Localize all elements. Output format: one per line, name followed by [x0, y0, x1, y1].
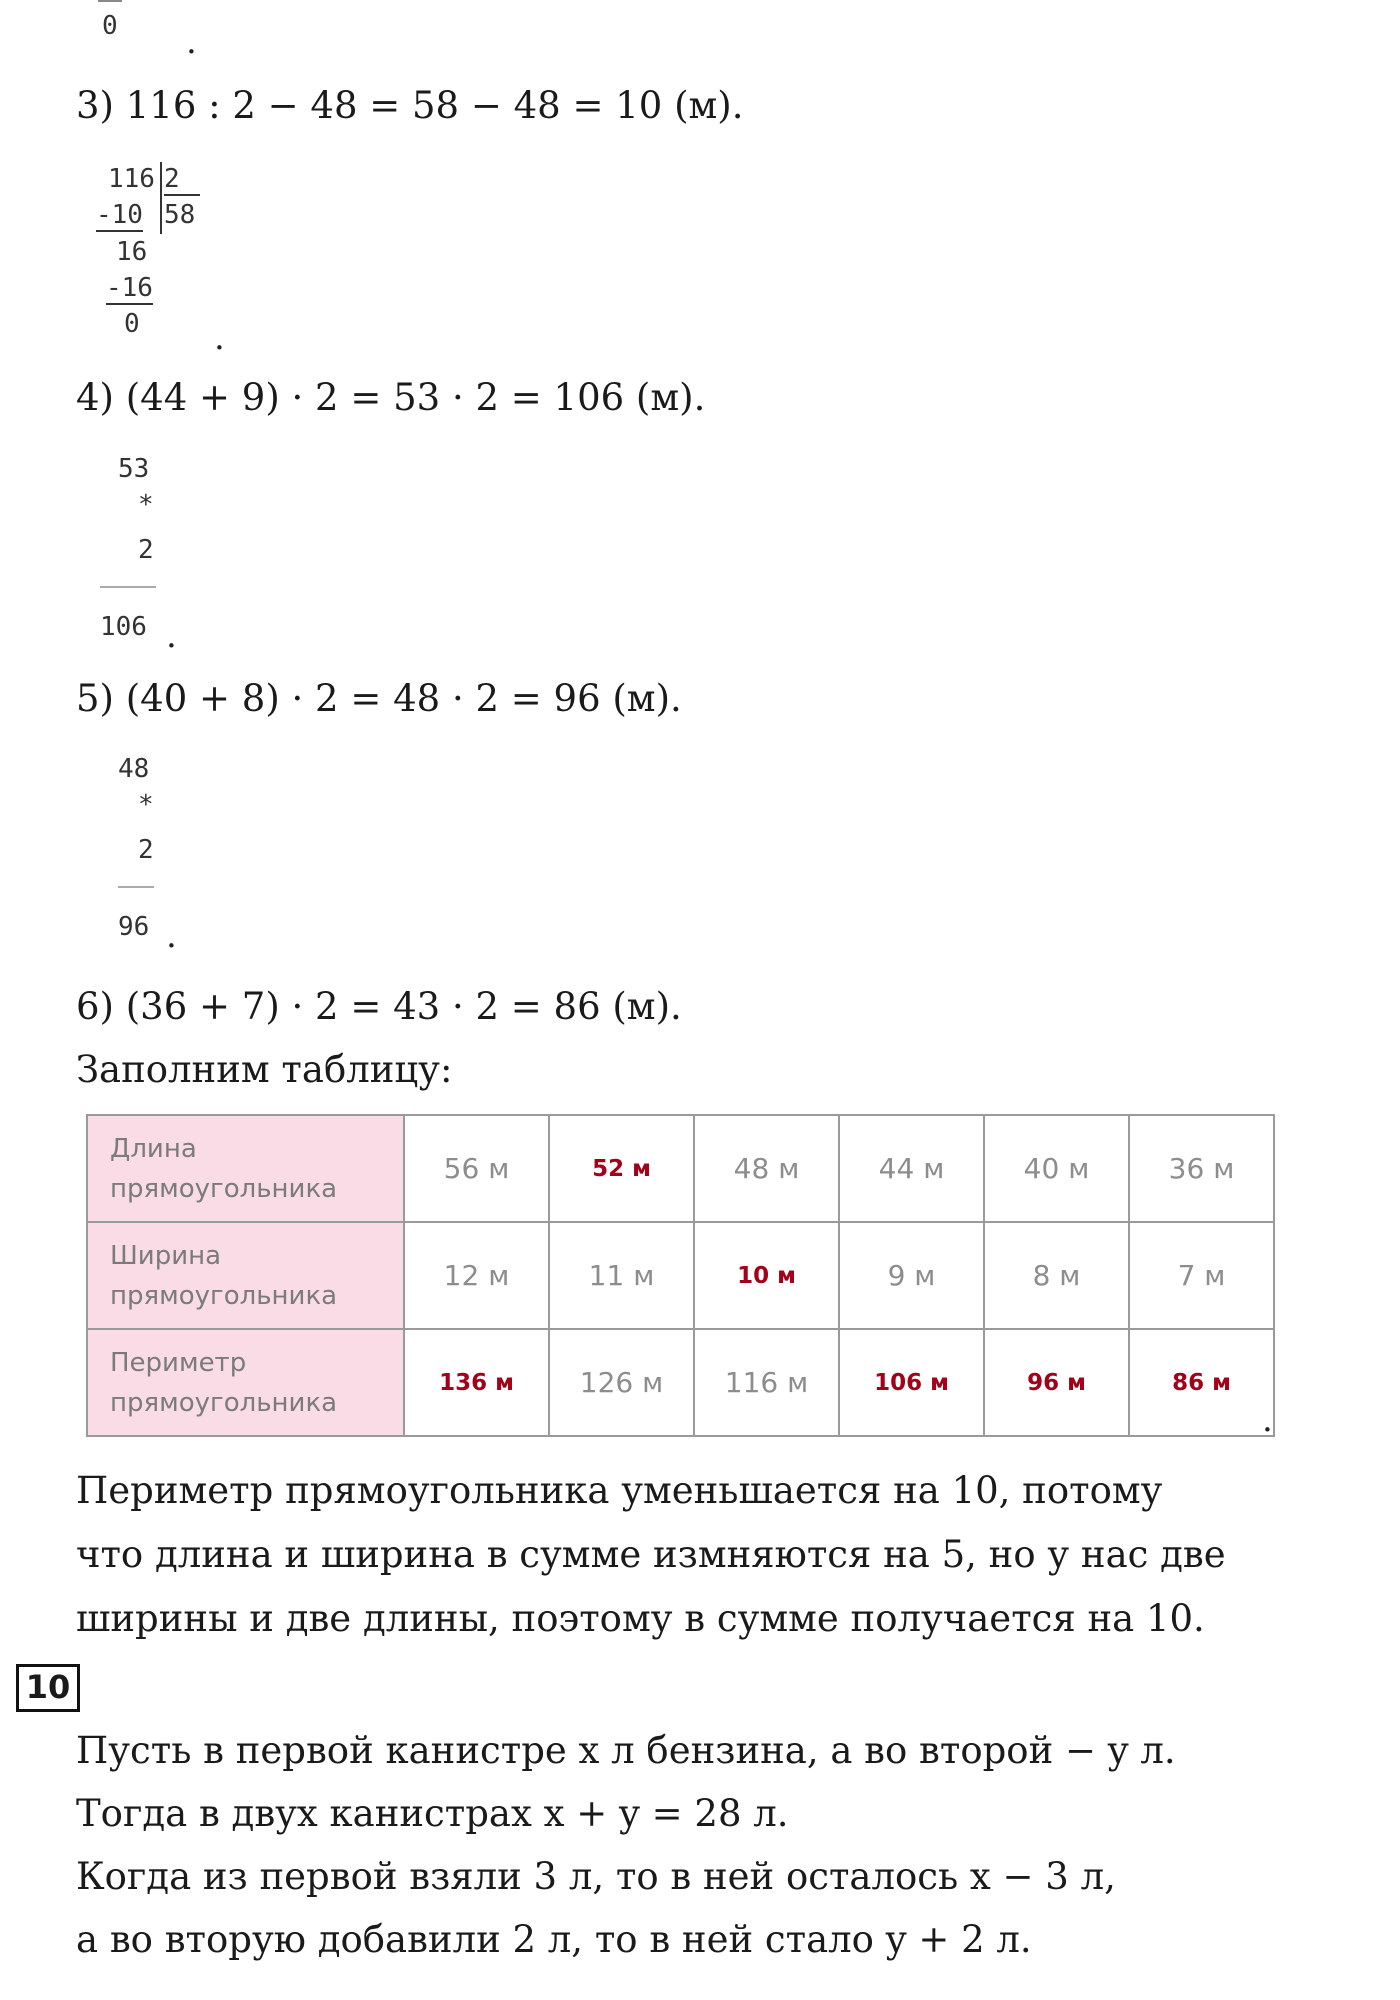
dot-mark: .	[166, 916, 177, 956]
fill-table-label: Заполним таблицу:	[76, 1048, 453, 1091]
table-cell: 126 м	[549, 1329, 694, 1436]
table-cell: 44 м	[839, 1115, 984, 1222]
table-cell: 7 м	[1129, 1222, 1274, 1329]
division-calc	[96, 162, 226, 342]
task10-line-3: Когда из первой взяли 3 л, то в ней осталось x − 3 л,	[76, 1855, 1116, 1898]
dot-mark: .	[1262, 1400, 1273, 1440]
mult5-b: 2	[138, 835, 154, 865]
mult5-bar	[118, 886, 154, 888]
mult4-op: *	[138, 490, 154, 520]
table-row	[87, 1329, 1274, 1436]
task10-line-4: а во вторую добавили 2 л, то в ней стало y + 2 л.	[76, 1918, 1032, 1961]
step6-equation: 6) (36 + 7) · 2 = 43 · 2 = 86 (м).	[76, 985, 682, 1028]
remainder-1: 16	[116, 237, 148, 267]
mult5-op: *	[138, 790, 154, 820]
table-cell: 116 м	[694, 1329, 839, 1436]
table-cell: 12 м	[404, 1222, 549, 1329]
task10-line-2: Тогда в двух канистрах x + y = 28 л.	[76, 1792, 789, 1835]
row-header-line1: Периметр	[110, 1347, 247, 1378]
top-calc-bar	[98, 0, 122, 2]
table-cell-answer: 136 м	[404, 1329, 549, 1436]
table-cell-answer: 52 м	[549, 1115, 694, 1222]
row-header-line2: прямоугольника	[110, 1173, 338, 1204]
divisor: 2	[164, 164, 200, 196]
mult4-bar	[100, 586, 156, 588]
table-row	[87, 1115, 1274, 1222]
explanation-paragraph: Периметр прямоугольника уменьшается на 10, потому что длина и ширина в сумме измняются на 5, но у нас две ширины и две длины, поэтому в сумме получается на 10.	[76, 1469, 1226, 1640]
division-vertical-line	[160, 162, 162, 234]
row-header-line2: прямоугольника	[110, 1280, 338, 1311]
table-cell-answer: 106 м	[839, 1329, 984, 1436]
mult5-a: 48	[118, 754, 150, 784]
dot-mark: .	[214, 318, 225, 358]
row-header-line2: прямоугольника	[110, 1387, 338, 1418]
row-header	[87, 1329, 404, 1436]
row-header-line1: Длина	[110, 1133, 197, 1164]
subtract-1: -10	[96, 200, 143, 230]
table-cell: 40 м	[984, 1115, 1129, 1222]
mult4-a: 53	[118, 454, 150, 484]
row-header	[87, 1115, 404, 1222]
mult4-result: 106	[100, 612, 147, 642]
table-cell: 48 м	[694, 1115, 839, 1222]
subtract-2: -16	[106, 273, 153, 303]
dot-mark: .	[166, 616, 177, 656]
dividend: 116	[108, 164, 155, 194]
remainder-2: 0	[124, 309, 140, 339]
task10-line-1: Пусть в первой канистре x л бензина, а во второй − y л.	[76, 1729, 1176, 1772]
table-row	[87, 1222, 1274, 1329]
step5-equation: 5) (40 + 8) · 2 = 48 · 2 = 96 (м).	[76, 677, 682, 720]
step3-equation: 3) 116 : 2 − 48 = 58 − 48 = 10 (м).	[76, 84, 744, 127]
mult4-b: 2	[138, 535, 154, 565]
table-cell: 8 м	[984, 1222, 1129, 1329]
mult5-result: 96	[118, 912, 150, 942]
table-cell-answer: 10 м	[694, 1222, 839, 1329]
table-cell: 9 м	[839, 1222, 984, 1329]
row-header	[87, 1222, 404, 1329]
step4-equation: 4) (44 + 9) · 2 = 53 · 2 = 106 (м).	[76, 376, 706, 419]
table-cell-answer: 96 м	[984, 1329, 1129, 1436]
table-cell: 36 м	[1129, 1115, 1274, 1222]
table-cell: 56 м	[404, 1115, 549, 1222]
table-cell: 11 м	[549, 1222, 694, 1329]
row-header-line1: Ширина	[110, 1240, 222, 1271]
rectangle-table	[86, 1114, 1275, 1437]
task-number-box: 10	[16, 1664, 80, 1712]
top-calc-result: 0	[102, 11, 118, 41]
quotient: 58	[164, 200, 196, 230]
dot-mark: .	[186, 22, 197, 62]
table-cell-answer: 86 м	[1129, 1329, 1274, 1436]
